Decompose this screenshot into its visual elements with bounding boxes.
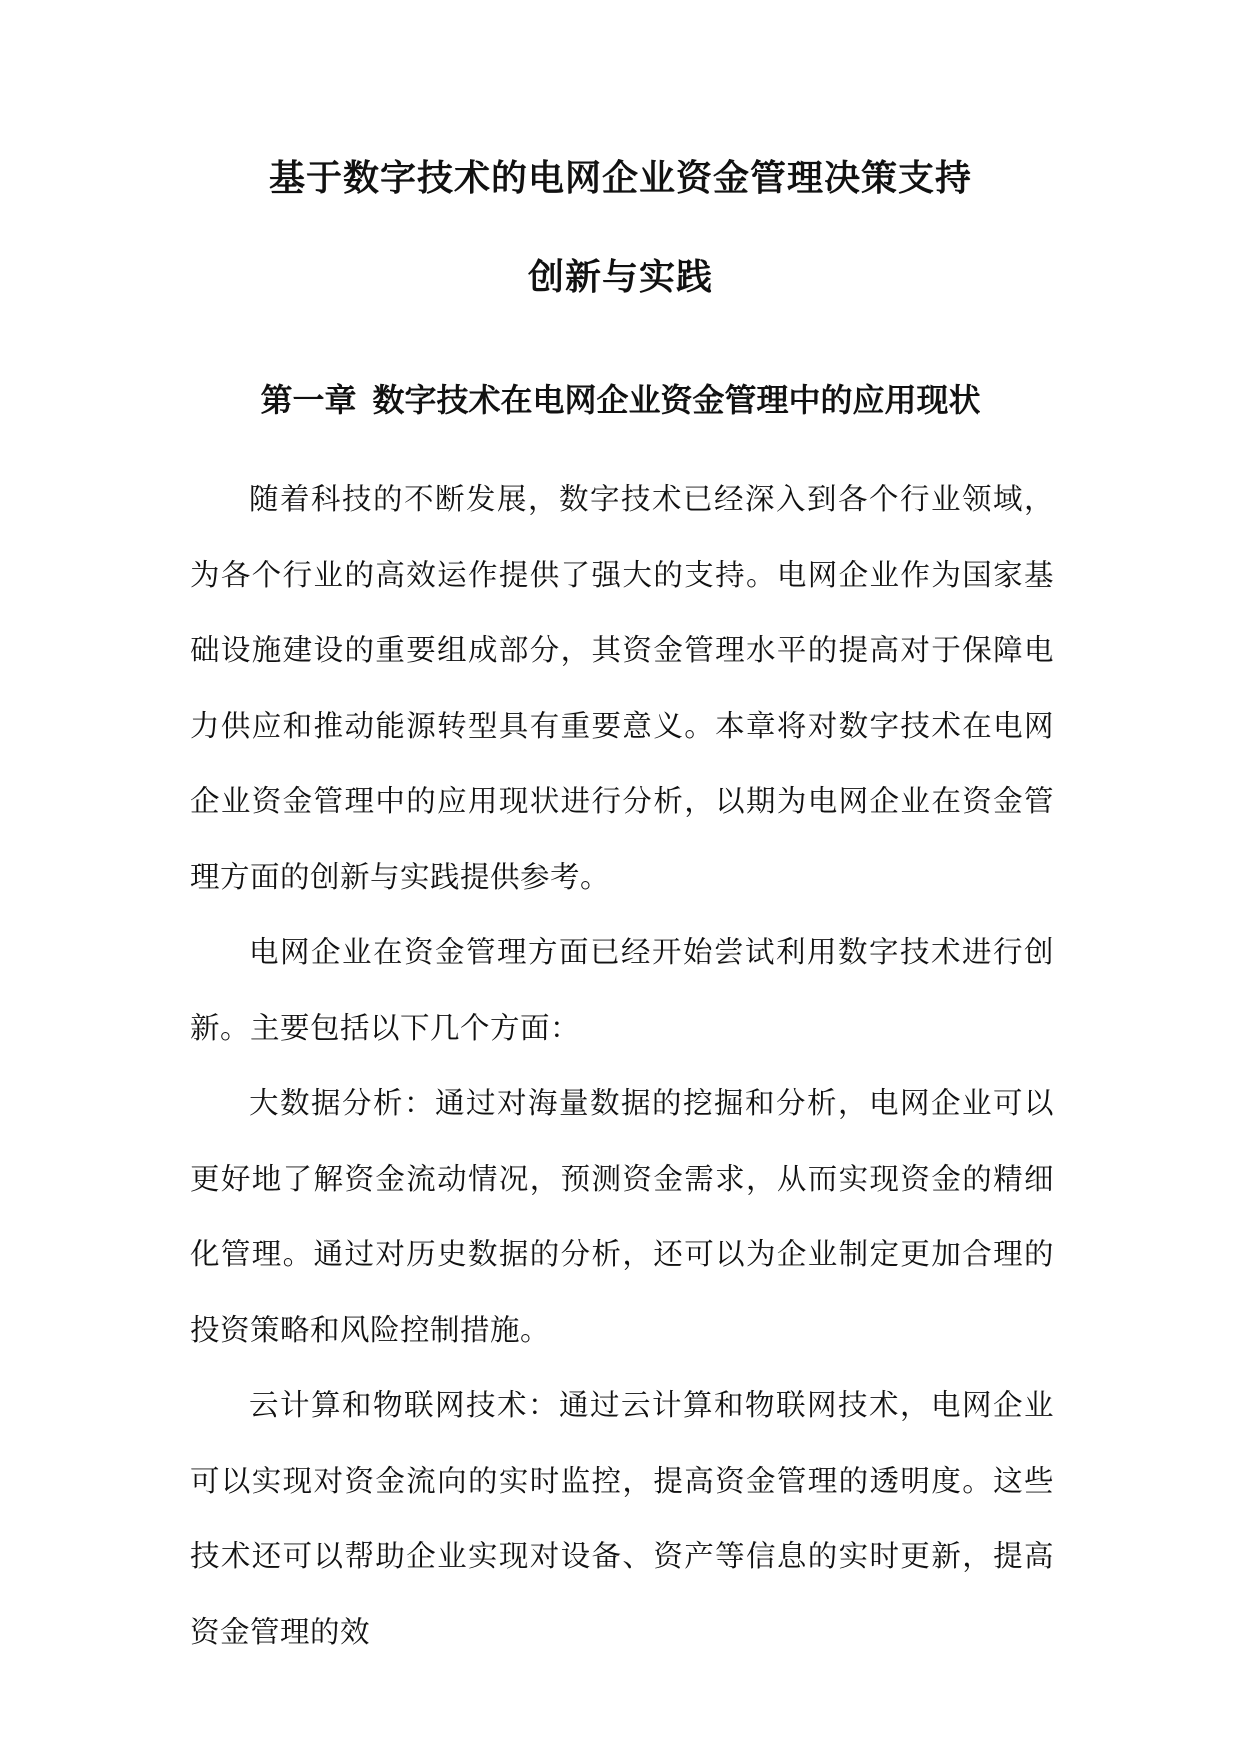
body-text bbox=[190, 462, 1054, 1670]
document-title-line-1: 基于数字技术的电网企业资金管理决策支持 bbox=[268, 157, 972, 199]
chapter-label: 第一章 bbox=[260, 381, 357, 419]
paragraph: 随着科技的不断发展，数字技术已经深入到各个行业领域，为各个行业的高效运作提供了强大的支持。电网企业作为国家基础设施建设的重要组成部分，其资金管理水平的提高对于保障电力供应和推动能源转型具有重要意义。本章将对数字技术在电网企业资金管理中的应用现状进行分析，以期为电网企业在资金管理方面的创新与实践提供参考。 bbox=[190, 482, 1054, 894]
paragraph: 电网企业在资金管理方面已经开始尝试利用数字技术进行创新。主要包括以下几个方面： bbox=[190, 935, 1054, 1045]
chapter-heading bbox=[0, 376, 1241, 424]
document-title-line-2: 创新与实践 bbox=[527, 256, 713, 298]
chapter-title: 数字技术在电网企业资金管理中的应用现状 bbox=[372, 381, 981, 419]
paragraph: 大数据分析：通过对海量数据的挖掘和分析，电网企业可以更好地了解资金流动情况，预测资金需求，从而实现资金的精细化管理。通过对历史数据的分析，还可以为企业制定更加合理的投资策略和风险控制措施。 bbox=[190, 1086, 1054, 1347]
paragraph: 云计算和物联网技术：通过云计算和物联网技术，电网企业可以实现对资金流向的实时监控，提高资金管理的透明度。这些技术还可以帮助企业实现对设备、资产等信息的实时更新，提高资金管理的效 bbox=[190, 1388, 1054, 1649]
